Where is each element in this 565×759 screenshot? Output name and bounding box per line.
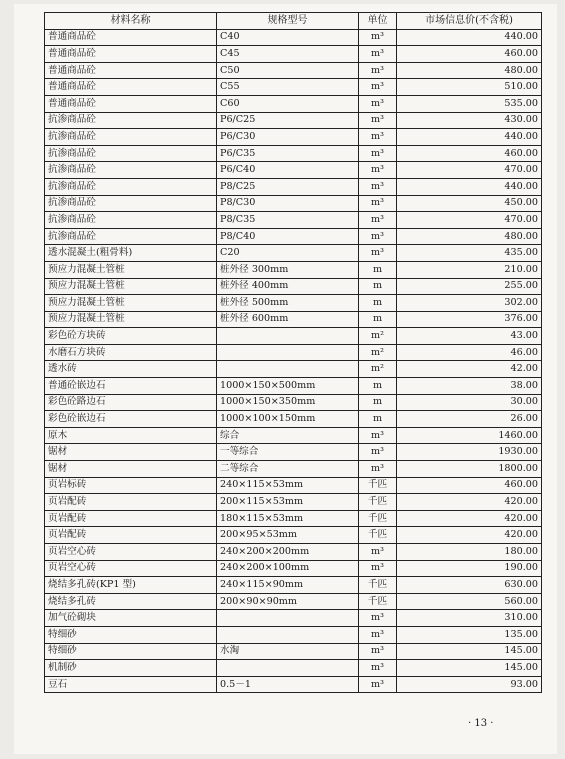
specification-cell: P8/C40 (217, 228, 359, 245)
price-cell: 450.00 (397, 195, 542, 212)
material-name-cell: 锯材 (45, 444, 217, 461)
table-row (45, 178, 542, 195)
price-table-body (45, 29, 542, 693)
table-row (45, 577, 542, 594)
specification-cell (217, 660, 359, 677)
specification-cell: 二等综合 (217, 461, 359, 478)
specification-cell (217, 344, 359, 361)
table-row (45, 361, 542, 378)
unit-cell: m³ (359, 62, 397, 79)
material-name-cell: 烧结多孔砖(KP1 型) (45, 577, 217, 594)
table-row (45, 278, 542, 295)
price-cell: 255.00 (397, 278, 542, 295)
price-cell: 310.00 (397, 610, 542, 627)
price-cell: 460.00 (397, 477, 542, 494)
unit-cell: m³ (359, 544, 397, 561)
price-cell: 470.00 (397, 212, 542, 229)
material-name-cell: 彩色砼路边石 (45, 394, 217, 411)
unit-cell: m³ (359, 145, 397, 162)
unit-cell: 千匹 (359, 577, 397, 594)
price-cell: 1460.00 (397, 427, 542, 444)
document-page (14, 4, 557, 754)
table-row (45, 145, 542, 162)
unit-cell: m³ (359, 112, 397, 129)
unit-cell: m³ (359, 129, 397, 146)
header-row (45, 13, 542, 30)
material-name-cell: 彩色砼方块砖 (45, 328, 217, 345)
unit-cell: m² (359, 344, 397, 361)
material-name-cell: 抗渗商品砼 (45, 112, 217, 129)
table-row (45, 328, 542, 345)
specification-cell: C45 (217, 46, 359, 63)
table-row (45, 261, 542, 278)
table-row (45, 212, 542, 229)
unit-cell: m³ (359, 427, 397, 444)
price-cell: 440.00 (397, 29, 542, 46)
table-row (45, 626, 542, 643)
unit-cell: m (359, 378, 397, 395)
specification-cell (217, 626, 359, 643)
table-row (45, 79, 542, 96)
material-name-cell: 页岩标砖 (45, 477, 217, 494)
material-name-cell: 特细砂 (45, 643, 217, 660)
material-name-cell: 烧结多孔砖 (45, 593, 217, 610)
unit-cell: m³ (359, 29, 397, 46)
specification-cell: C50 (217, 62, 359, 79)
table-row (45, 444, 542, 461)
table-row (45, 129, 542, 146)
material-name-cell: 透水混凝土(粗骨料) (45, 245, 217, 262)
table-row (45, 46, 542, 63)
material-name-cell: 抗渗商品砼 (45, 145, 217, 162)
price-cell: 180.00 (397, 544, 542, 561)
specification-cell (217, 328, 359, 345)
specification-cell: C55 (217, 79, 359, 96)
unit-cell: m³ (359, 676, 397, 693)
price-cell: 302.00 (397, 295, 542, 312)
header-market-price: 市场信息价(不含税) (397, 13, 542, 30)
unit-cell: m³ (359, 195, 397, 212)
price-cell: 38.00 (397, 378, 542, 395)
specification-cell: C60 (217, 95, 359, 112)
table-row (45, 461, 542, 478)
unit-cell: m³ (359, 461, 397, 478)
material-name-cell: 预应力混凝土管桩 (45, 295, 217, 312)
material-name-cell: 预应力混凝土管桩 (45, 311, 217, 328)
material-name-cell: 预应力混凝土管桩 (45, 278, 217, 295)
table-row (45, 245, 542, 262)
specification-cell: 180×115×53mm (217, 510, 359, 527)
price-cell: 46.00 (397, 344, 542, 361)
specification-cell: P8/C35 (217, 212, 359, 229)
price-cell: 145.00 (397, 660, 542, 677)
unit-cell: 千匹 (359, 593, 397, 610)
price-cell: 420.00 (397, 510, 542, 527)
specification-cell: P6/C30 (217, 129, 359, 146)
header-material-name: 材料名称 (45, 13, 217, 30)
price-cell: 1930.00 (397, 444, 542, 461)
header-unit: 单位 (359, 13, 397, 30)
unit-cell: m (359, 278, 397, 295)
unit-cell: m (359, 411, 397, 428)
specification-cell: C20 (217, 245, 359, 262)
price-cell: 510.00 (397, 79, 542, 96)
specification-cell: C40 (217, 29, 359, 46)
price-cell: 460.00 (397, 145, 542, 162)
specification-cell: 1000×100×150mm (217, 411, 359, 428)
specification-cell: 200×90×90mm (217, 593, 359, 610)
price-cell: 135.00 (397, 626, 542, 643)
table-row (45, 195, 542, 212)
material-name-cell: 抗渗商品砼 (45, 212, 217, 229)
unit-cell: m³ (359, 95, 397, 112)
table-row (45, 544, 542, 561)
unit-cell: m² (359, 328, 397, 345)
unit-cell: m³ (359, 610, 397, 627)
table-row (45, 510, 542, 527)
price-cell: 1800.00 (397, 461, 542, 478)
specification-cell: 200×95×53mm (217, 527, 359, 544)
price-cell: 630.00 (397, 577, 542, 594)
unit-cell: m³ (359, 46, 397, 63)
material-name-cell: 普通商品砼 (45, 62, 217, 79)
price-cell: 460.00 (397, 46, 542, 63)
material-name-cell: 页岩配砖 (45, 494, 217, 511)
specification-cell: 1000×150×500mm (217, 378, 359, 395)
unit-cell: m³ (359, 626, 397, 643)
table-row (45, 344, 542, 361)
table-row (45, 477, 542, 494)
unit-cell: m³ (359, 79, 397, 96)
table-row (45, 560, 542, 577)
unit-cell: m³ (359, 178, 397, 195)
material-name-cell: 页岩空心砖 (45, 544, 217, 561)
specification-cell (217, 361, 359, 378)
table-row (45, 29, 542, 46)
material-name-cell: 预应力混凝土管桩 (45, 261, 217, 278)
price-cell: 430.00 (397, 112, 542, 129)
unit-cell: m³ (359, 162, 397, 179)
material-name-cell: 抗渗商品砼 (45, 178, 217, 195)
header-specification: 规格型号 (217, 13, 359, 30)
material-name-cell: 特细砂 (45, 626, 217, 643)
table-row (45, 643, 542, 660)
table-row (45, 378, 542, 395)
price-table-header (45, 13, 542, 30)
unit-cell: m³ (359, 444, 397, 461)
material-name-cell: 普通砼嵌边石 (45, 378, 217, 395)
table-row (45, 411, 542, 428)
specification-cell: 桩外径 300mm (217, 261, 359, 278)
price-cell: 145.00 (397, 643, 542, 660)
specification-cell: 0.5－1 (217, 676, 359, 693)
specification-cell: 240×115×90mm (217, 577, 359, 594)
price-cell: 480.00 (397, 62, 542, 79)
price-cell: 440.00 (397, 129, 542, 146)
price-cell: 42.00 (397, 361, 542, 378)
unit-cell: m³ (359, 643, 397, 660)
material-name-cell: 加气砼砌块 (45, 610, 217, 627)
price-cell: 470.00 (397, 162, 542, 179)
specification-cell (217, 610, 359, 627)
table-row (45, 610, 542, 627)
price-cell: 26.00 (397, 411, 542, 428)
material-name-cell: 抗渗商品砼 (45, 228, 217, 245)
material-name-cell: 页岩配砖 (45, 510, 217, 527)
table-row (45, 295, 542, 312)
specification-cell: P8/C30 (217, 195, 359, 212)
unit-cell: m² (359, 361, 397, 378)
table-row (45, 527, 542, 544)
table-row (45, 593, 542, 610)
table-row (45, 494, 542, 511)
price-cell: 435.00 (397, 245, 542, 262)
specification-cell: 240×200×100mm (217, 560, 359, 577)
price-cell: 93.00 (397, 676, 542, 693)
specification-cell: P6/C40 (217, 162, 359, 179)
unit-cell: m (359, 295, 397, 312)
specification-cell: P6/C25 (217, 112, 359, 129)
material-name-cell: 机制砂 (45, 660, 217, 677)
material-name-cell: 页岩空心砖 (45, 560, 217, 577)
specification-cell: 综合 (217, 427, 359, 444)
unit-cell: m (359, 311, 397, 328)
material-name-cell: 页岩配砖 (45, 527, 217, 544)
price-cell: 440.00 (397, 178, 542, 195)
price-cell: 190.00 (397, 560, 542, 577)
material-name-cell: 豆石 (45, 676, 217, 693)
price-cell: 560.00 (397, 593, 542, 610)
table-row (45, 95, 542, 112)
table-row (45, 228, 542, 245)
unit-cell: m³ (359, 660, 397, 677)
specification-cell: P6/C35 (217, 145, 359, 162)
material-name-cell: 抗渗商品砼 (45, 162, 217, 179)
specification-cell: 1000×150×350mm (217, 394, 359, 411)
price-cell: 30.00 (397, 394, 542, 411)
specification-cell: 桩外径 600mm (217, 311, 359, 328)
specification-cell: 桩外径 500mm (217, 295, 359, 312)
specification-cell: 水淘 (217, 643, 359, 660)
table-row (45, 660, 542, 677)
table-row (45, 162, 542, 179)
material-name-cell: 原木 (45, 427, 217, 444)
page-number: · 13 · (468, 718, 494, 729)
unit-cell: 千匹 (359, 477, 397, 494)
unit-cell: 千匹 (359, 494, 397, 511)
price-cell: 376.00 (397, 311, 542, 328)
material-name-cell: 普通商品砼 (45, 46, 217, 63)
price-table (44, 12, 542, 693)
unit-cell: m (359, 261, 397, 278)
table-row (45, 112, 542, 129)
table-row (45, 676, 542, 693)
unit-cell: m³ (359, 560, 397, 577)
specification-cell: 240×115×53mm (217, 477, 359, 494)
material-name-cell: 抗渗商品砼 (45, 195, 217, 212)
material-name-cell: 水磨石方块砖 (45, 344, 217, 361)
table-row (45, 427, 542, 444)
material-name-cell: 透水砖 (45, 361, 217, 378)
unit-cell: m (359, 394, 397, 411)
unit-cell: 千匹 (359, 527, 397, 544)
specification-cell: 一等综合 (217, 444, 359, 461)
specification-cell: P8/C25 (217, 178, 359, 195)
unit-cell: 千匹 (359, 510, 397, 527)
table-row (45, 394, 542, 411)
table-row (45, 311, 542, 328)
material-name-cell: 彩色砼嵌边石 (45, 411, 217, 428)
table-row (45, 62, 542, 79)
material-name-cell: 锯材 (45, 461, 217, 478)
specification-cell: 240×200×200mm (217, 544, 359, 561)
material-name-cell: 普通商品砼 (45, 95, 217, 112)
specification-cell: 200×115×53mm (217, 494, 359, 511)
price-cell: 210.00 (397, 261, 542, 278)
price-cell: 420.00 (397, 494, 542, 511)
price-cell: 43.00 (397, 328, 542, 345)
unit-cell: m³ (359, 212, 397, 229)
material-name-cell: 普通商品砼 (45, 79, 217, 96)
specification-cell: 桩外径 400mm (217, 278, 359, 295)
material-name-cell: 抗渗商品砼 (45, 129, 217, 146)
unit-cell: m³ (359, 228, 397, 245)
material-name-cell: 普通商品砼 (45, 29, 217, 46)
price-cell: 535.00 (397, 95, 542, 112)
price-cell: 480.00 (397, 228, 542, 245)
unit-cell: m³ (359, 245, 397, 262)
price-cell: 420.00 (397, 527, 542, 544)
